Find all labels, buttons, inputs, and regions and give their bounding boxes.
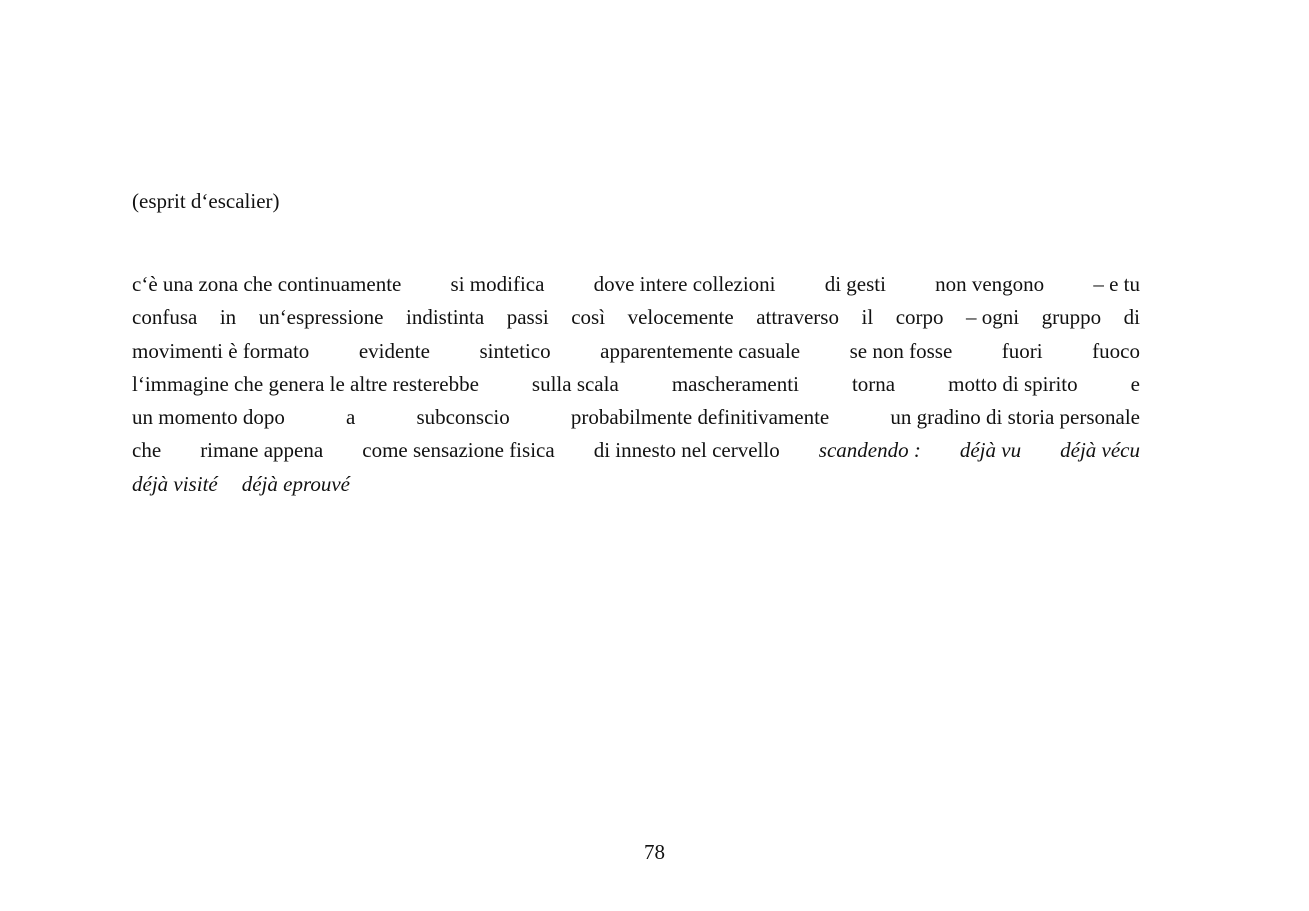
- text-line-6: [132, 436, 1140, 464]
- text-segment: – e tu: [1093, 272, 1140, 296]
- poem-title: (esprit d‘escalier): [132, 189, 280, 213]
- text-segment: il: [861, 305, 874, 329]
- text-segment: attraverso: [756, 305, 839, 329]
- text-segment: gruppo: [1041, 305, 1102, 329]
- text-segment: rimane appena: [200, 438, 324, 462]
- text-segment: movimenti è formato: [132, 339, 310, 363]
- text-segment: di innesto nel cervello: [593, 438, 780, 462]
- text-segment: l‘immagine che genera le altre resterebbe: [132, 372, 479, 396]
- text-line-3: [132, 337, 1140, 365]
- text-line-7: [132, 470, 1140, 498]
- text-segment: un momento dopo: [132, 405, 285, 429]
- text-segment: un‘espressione: [258, 305, 384, 329]
- text-segment: corpo: [895, 305, 944, 329]
- text-segment: di: [1123, 305, 1140, 329]
- text-segment: sulla scala: [531, 372, 619, 396]
- text-segment: a: [345, 405, 356, 429]
- text-segment: mascheramenti: [671, 372, 799, 396]
- text-segment: confusa: [132, 305, 198, 329]
- page-number: 78: [644, 840, 665, 864]
- text-segment: si modifica: [450, 272, 545, 296]
- text-segment: velocemente: [627, 305, 734, 329]
- text-segment: e: [1130, 372, 1140, 396]
- text-segment: evidente: [358, 339, 430, 363]
- text-segment: subconscio: [416, 405, 510, 429]
- text-segment: apparentemente casuale: [600, 339, 801, 363]
- text-segment: fuori: [1001, 339, 1043, 363]
- text-segment: sintetico: [479, 339, 551, 363]
- text-segment: motto di spirito: [948, 372, 1078, 396]
- text-line-1: [132, 270, 1140, 298]
- italic-segment: déjà eprouvé: [241, 472, 350, 496]
- text-segment: fuoco: [1092, 339, 1140, 363]
- text-segment: indistinta: [406, 305, 485, 329]
- italic-segment: scandendo :: [818, 438, 921, 462]
- text-segment: di gesti: [824, 272, 886, 296]
- text-line-2: [132, 303, 1140, 331]
- text-segment: dove intere collezioni: [593, 272, 776, 296]
- text-segment: che: [132, 438, 162, 462]
- text-segment: passi: [506, 305, 549, 329]
- text-segment: probabilmente definitivamente: [570, 405, 830, 429]
- italic-segment: déjà visité: [132, 472, 218, 496]
- text-segment: non vengono: [935, 272, 1045, 296]
- text-segment: in: [219, 305, 237, 329]
- text-segment: così: [571, 305, 606, 329]
- italic-segment: déjà vécu: [1060, 438, 1140, 462]
- text-segment: un gradino di storia personale: [890, 405, 1140, 429]
- text-line-5: [132, 403, 1140, 431]
- text-line-4: [132, 370, 1140, 398]
- text-segment: c‘è una zona che continuamente: [132, 272, 402, 296]
- text-segment: – ogni: [966, 305, 1020, 329]
- text-segment: come sensazione fisica: [362, 438, 555, 462]
- text-segment: se non fosse: [849, 339, 953, 363]
- text-segment: torna: [851, 372, 896, 396]
- italic-segment: déjà vu: [959, 438, 1022, 462]
